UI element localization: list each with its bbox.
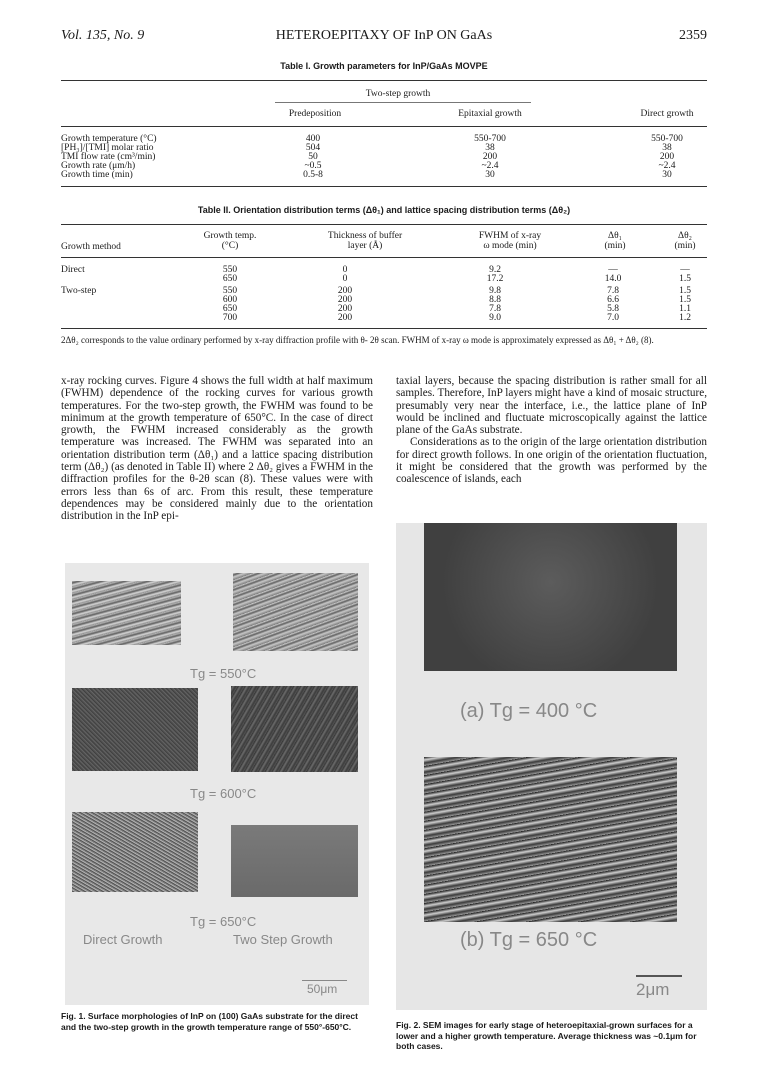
table2-header: (min) — [604, 241, 626, 251]
table2-cell: 1.5 — [679, 295, 691, 305]
table2-cell: 600 — [222, 295, 238, 305]
table2-cell: 5.8 — [607, 304, 619, 314]
table2-cell: 200 — [337, 304, 353, 314]
table2-method: Two-step — [61, 286, 97, 296]
fig2-scale-bar — [636, 975, 682, 977]
table2-cell: 7.8 — [489, 304, 501, 314]
table2-bottom-rule — [61, 328, 707, 329]
table2-cell: 7.8 — [607, 286, 619, 296]
micrograph-direct-650 — [72, 812, 198, 892]
fig1-direct-label: Direct Growth — [83, 932, 163, 947]
fig2-label-a: (a) Tg = 400 °C — [460, 700, 598, 722]
table2-cell: — — [680, 265, 690, 275]
table2-cell: 200 — [337, 286, 353, 296]
table2-cell: — — [608, 265, 618, 275]
table2-header: Δθ₂ — [678, 231, 692, 241]
table2-footnote: 2Δθ₂ corresponds to the value ordinary performed by x-ray diffraction profile with θ- 2θ scan. FWHM of x-ray ω mode is approximately expressed as Δθ₁ + Δθ₂ (8). — [61, 335, 654, 345]
table1-cell: ~2.4 — [658, 161, 676, 171]
page-number: 2359 — [679, 28, 707, 43]
table1-cell: 550-700 — [651, 134, 683, 144]
table1-col-header: Epitaxial growth — [458, 109, 522, 119]
table2-cell: 0 — [342, 274, 348, 284]
table1-cell: 30 — [662, 170, 672, 180]
table2-header: ω mode (min) — [483, 241, 537, 251]
running-title: HETEROEPITAXY OF InP ON GaAs — [275, 28, 493, 43]
table1-cell: 200 — [659, 152, 675, 162]
table1-cell: 400 — [305, 134, 321, 144]
table2-cell: 650 — [222, 274, 238, 284]
table1-cell: 38 — [662, 143, 672, 153]
left-text-column — [61, 375, 373, 523]
table1-caption: Table I. Growth parameters for InP/GaAs MOVPE — [280, 61, 488, 71]
table2-header: FWHM of x-ray — [478, 231, 542, 241]
fig2-label-b: (b) Tg = 650 °C — [460, 929, 598, 951]
table1-cell: 0.5-8 — [303, 170, 323, 180]
fig1-twostep-label: Two Step Growth — [233, 932, 333, 947]
sem-image-b — [424, 757, 677, 922]
running-header — [61, 28, 707, 48]
table2-cell: 1.2 — [679, 313, 691, 323]
body-paragraph: Considerations as to the origin of the large orientation distribution for direct growth follows. In one origin of the orientation fluctuation, it might be considered that the growth was performed by the coalescence of islands, each — [396, 436, 707, 486]
journal-volume: Vol. 135, No. 9 — [61, 28, 145, 43]
table1-cell: 50 — [308, 152, 318, 162]
figure-2 — [396, 523, 707, 1010]
micrograph-direct-600 — [72, 688, 198, 771]
table1-cell: 38 — [485, 143, 495, 153]
table1-header-rule — [61, 126, 707, 127]
table2-top-rule — [61, 224, 707, 225]
table2-header: Thickness of buffer — [327, 231, 403, 241]
micrograph-direct-550 — [72, 581, 181, 645]
fig1-scale-label: 50μm — [307, 982, 338, 996]
table2-cell: 650 — [222, 304, 238, 314]
table1-col-header: Direct growth — [640, 109, 694, 119]
table1-row-label: TMI flow rate (cm³/min) — [61, 152, 156, 162]
table2-cell: 9.8 — [489, 286, 501, 296]
table2-cell: 550 — [222, 265, 238, 275]
table2-cell: 17.2 — [486, 274, 504, 284]
table1-cell: 200 — [482, 152, 498, 162]
micrograph-twostep-600 — [231, 686, 358, 772]
table2-cell: 550 — [222, 286, 238, 296]
figure-1 — [65, 563, 369, 1005]
table2-cell: 200 — [337, 313, 353, 323]
table2-cell: 1.5 — [679, 286, 691, 296]
table2-cell: 200 — [337, 295, 353, 305]
fig1-temp-label-650: Tg = 650°C — [190, 914, 257, 929]
body-paragraph: x-ray rocking curves. Figure 4 shows the full width at half maximum (FWHM) dependence of the rocking curves for various growth temperatures. For the two-step growth, the FWHM was found to be minimum at the growth temperature of 650°C. In the case of direct growth, the FWHM increased considerably as the growth temperature was increased. The FWHM was separated into an orientation distribution term (Δθ₁) and a lattice spacing distribution term (Δθ₂) (as denoted in Table II) where 2 Δθ₂ gives a FWHM in the diffraction profiles for the θ-2θ scan (8). These values were with errors less than 6s of arc. From this result, these temperature dependences may be considered mainly due to the orientation distribution in the InP epi- — [61, 375, 373, 523]
table2-header: Δθ₁ — [608, 231, 622, 241]
table2-header: layer (Å) — [347, 241, 383, 251]
table2-cell: 9.2 — [489, 265, 501, 275]
fig2-scale-label: 2μm — [636, 980, 670, 999]
table2-caption: Table II. Orientation distribution terms (Δθ₁) and lattice spacing distribution terms (Δθ₂) — [197, 205, 571, 215]
fig1-scale-bar — [302, 980, 347, 981]
table1-cell: ~0.5 — [304, 161, 322, 171]
table2-cell: 6.6 — [607, 295, 619, 305]
body-paragraph: taxial layers, because the spacing distribution is rather small for all samples. Therefore, InP layers might have a kind of mosaic structure, presumably very near the interface, i.e., the lattice plane of InP would be inclined and fluctuate microscopically against the lattice plane of the GaAs substrate. — [396, 375, 707, 437]
table2-header-rule — [61, 257, 707, 258]
right-text-column — [396, 375, 707, 486]
table2-header: Growth method — [61, 242, 121, 252]
table1-bottom-rule — [61, 186, 707, 187]
table2-cell: 9.0 — [489, 313, 501, 323]
table2-cell: 8.8 — [489, 295, 501, 305]
table1-cell: 504 — [305, 143, 321, 153]
table2-cell: 14.0 — [604, 274, 622, 284]
table2-cell: 700 — [222, 313, 238, 323]
table1-row-label: Growth time (min) — [61, 170, 133, 180]
table2-cell: 1.5 — [679, 274, 691, 284]
table1-col-header: Predeposition — [288, 109, 342, 119]
table2-header: (°C) — [221, 241, 239, 251]
micrograph-twostep-550 — [233, 573, 358, 651]
sem-image-a — [424, 523, 677, 671]
table1-group-header: Two-step growth — [365, 89, 431, 99]
table2-cell: 1.1 — [679, 304, 691, 314]
table2-cell: 0 — [342, 265, 348, 275]
table1-top-rule — [61, 80, 707, 81]
table2-method: Direct — [61, 265, 85, 275]
table1-cell: 30 — [485, 170, 495, 180]
table1-row-label: Growth temperature (°C) — [61, 134, 157, 144]
table1-row-label: [PH₃]/[TMI] molar ratio — [61, 143, 154, 153]
table1-cell: 550-700 — [474, 134, 506, 144]
figure-2-caption: Fig. 2. SEM images for early stage of heteroepitaxial-grown surfaces for a lower and a higher growth temperature. Average thickness was ~0.1μm for both cases. — [396, 1020, 697, 1051]
micrograph-twostep-650 — [231, 825, 358, 897]
table2-header: Growth temp. — [203, 231, 257, 241]
table2-cell: 7.0 — [607, 313, 619, 323]
fig1-temp-label-600: Tg = 600°C — [190, 786, 257, 801]
table1-cell: ~2.4 — [481, 161, 499, 171]
table2-header: (min) — [674, 241, 696, 251]
fig1-temp-label-550: Tg = 550°C — [190, 666, 257, 681]
figure-1-caption: Fig. 1. Surface morphologies of InP on (100) GaAs substrate for the direct and the two-step growth in the growth temperature range of 550°-650°C. — [61, 1011, 358, 1032]
table1-group-rule — [275, 102, 531, 103]
table1-row-label: Growth rate (μm/h) — [61, 161, 136, 171]
